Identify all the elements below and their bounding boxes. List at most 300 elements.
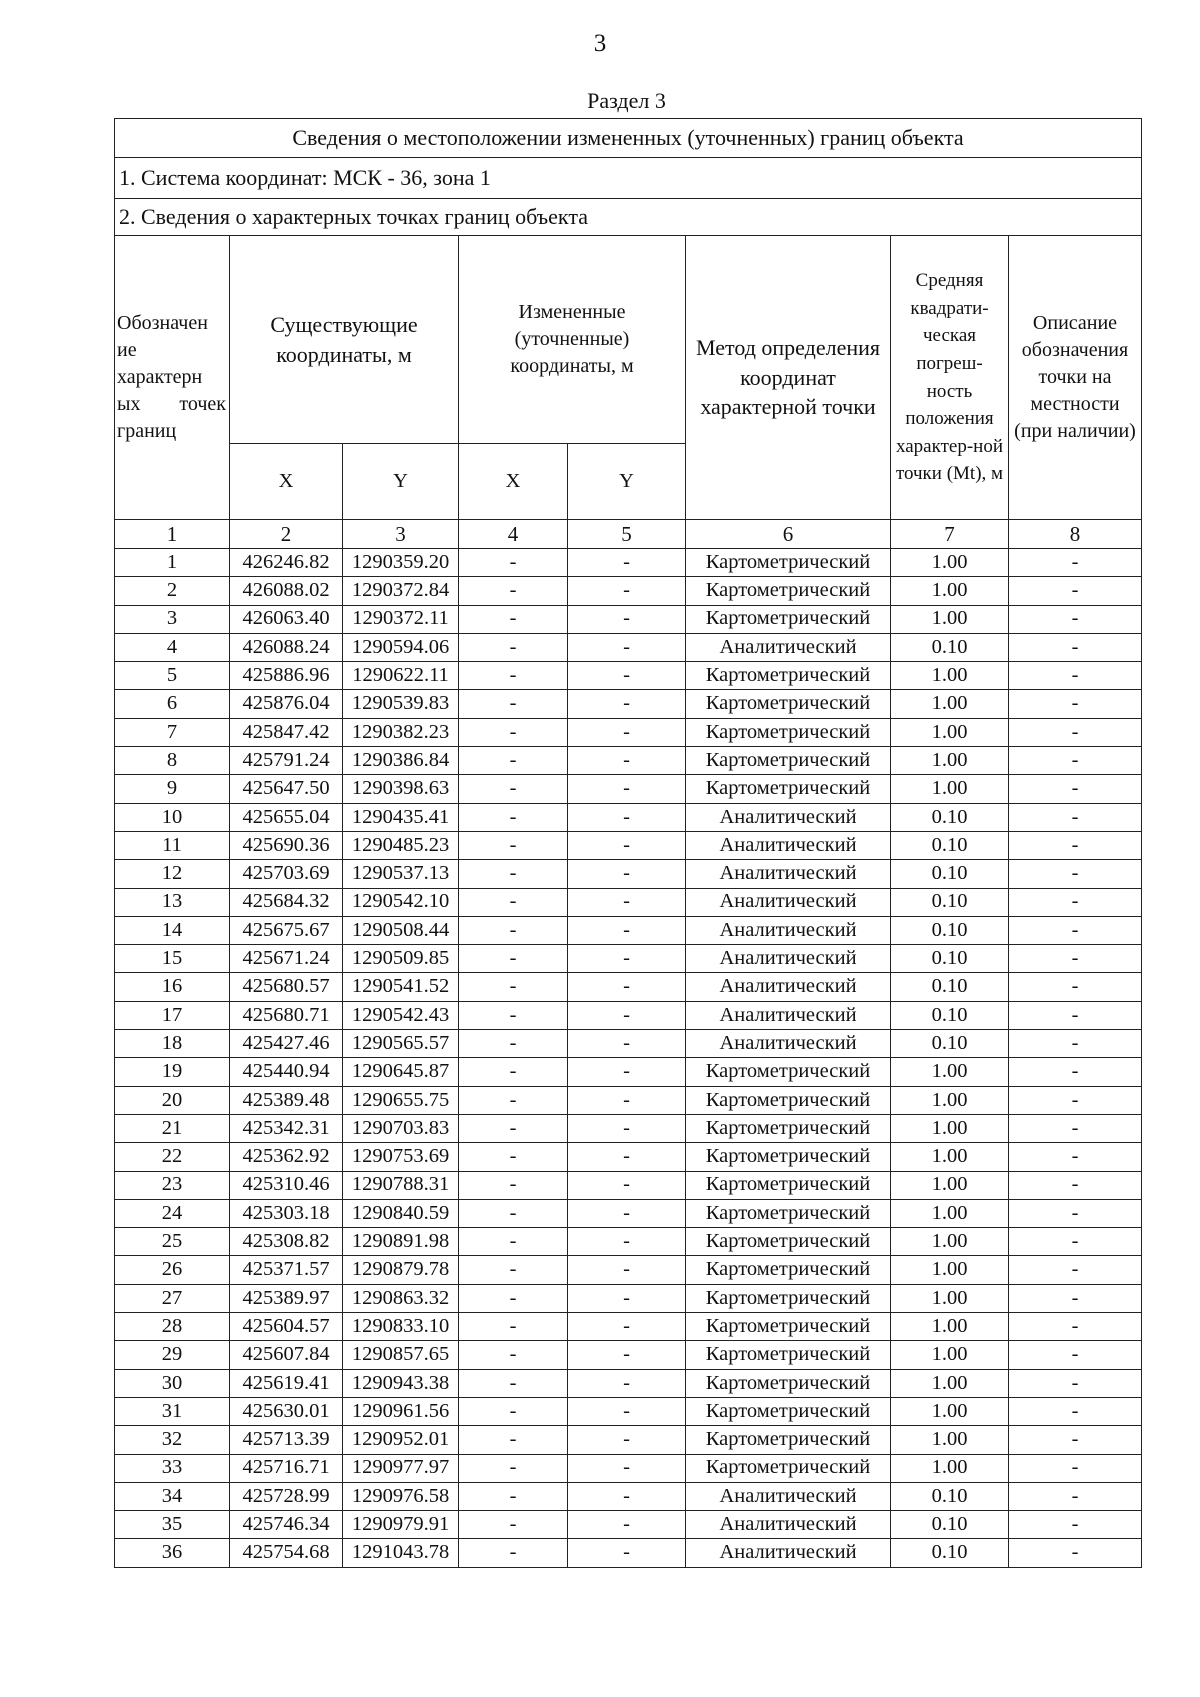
- changed-y: -: [568, 1030, 686, 1058]
- point-number: 17: [115, 1001, 230, 1029]
- description: -: [1009, 549, 1142, 577]
- mean-square-error: 0.10: [891, 1030, 1009, 1058]
- description: -: [1009, 860, 1142, 888]
- method: Аналитический: [686, 831, 891, 859]
- description: -: [1009, 1171, 1142, 1199]
- column-number: 2: [230, 520, 343, 549]
- existing-y: 1290891.98: [343, 1228, 459, 1256]
- point-number: 35: [115, 1511, 230, 1539]
- table-row: [115, 1284, 1142, 1312]
- method: Картометрический: [686, 747, 891, 775]
- method: Аналитический: [686, 888, 891, 916]
- header-changed-coordinates: Измененные (уточненные) координаты, м: [459, 236, 686, 444]
- existing-x: 425342.31: [230, 1114, 343, 1142]
- changed-x: -: [459, 549, 568, 577]
- changed-y: -: [568, 973, 686, 1001]
- description: -: [1009, 1539, 1142, 1567]
- table-row: [115, 1199, 1142, 1227]
- existing-x: 425389.97: [230, 1284, 343, 1312]
- header-point-line: границ: [117, 420, 177, 442]
- point-number: 16: [115, 973, 230, 1001]
- header-existing-coordinates: Существующие координаты, м: [230, 236, 459, 444]
- changed-y: -: [568, 916, 686, 944]
- changed-y: -: [568, 1313, 686, 1341]
- mean-square-error: 1.00: [891, 775, 1009, 803]
- existing-x: 425647.50: [230, 775, 343, 803]
- mean-square-error: 1.00: [891, 1341, 1009, 1369]
- point-number: 7: [115, 718, 230, 746]
- description: -: [1009, 803, 1142, 831]
- method: Аналитический: [686, 1030, 891, 1058]
- boundary-points-table: [114, 118, 1142, 1568]
- existing-y: 1290979.91: [343, 1511, 459, 1539]
- existing-x: 426246.82: [230, 549, 343, 577]
- changed-y: -: [568, 1454, 686, 1482]
- table-row: [115, 775, 1142, 803]
- mean-square-error: 1.00: [891, 1143, 1009, 1171]
- point-number: 29: [115, 1341, 230, 1369]
- method: Аналитический: [686, 803, 891, 831]
- header-existing-x: X: [230, 444, 343, 520]
- description: -: [1009, 1397, 1142, 1425]
- changed-x: -: [459, 1284, 568, 1312]
- existing-y: 1290976.58: [343, 1482, 459, 1510]
- description: -: [1009, 831, 1142, 859]
- table-row: [115, 1030, 1142, 1058]
- table-row: [115, 945, 1142, 973]
- point-number: 33: [115, 1454, 230, 1482]
- table-row: [115, 662, 1142, 690]
- description: -: [1009, 888, 1142, 916]
- table-row: [115, 1369, 1142, 1397]
- mean-square-error: 1.00: [891, 1284, 1009, 1312]
- existing-y: 1290833.10: [343, 1313, 459, 1341]
- existing-x: 425690.36: [230, 831, 343, 859]
- header-point-word: точек: [179, 393, 226, 415]
- column-number: 3: [343, 520, 459, 549]
- point-number: 3: [115, 605, 230, 633]
- table-row: [115, 1086, 1142, 1114]
- method: Картометрический: [686, 1313, 891, 1341]
- method: Аналитический: [686, 945, 891, 973]
- table-row: [115, 1114, 1142, 1142]
- table-row: [115, 1454, 1142, 1482]
- changed-y: -: [568, 718, 686, 746]
- existing-y: 1290840.59: [343, 1199, 459, 1227]
- changed-y: -: [568, 831, 686, 859]
- existing-y: 1290508.44: [343, 916, 459, 944]
- description: -: [1009, 973, 1142, 1001]
- table-row: [115, 718, 1142, 746]
- header-point-line-justified: [117, 391, 229, 418]
- header-point-line: ие: [117, 339, 137, 361]
- point-number: 14: [115, 916, 230, 944]
- changed-y: -: [568, 1058, 686, 1086]
- changed-x: -: [459, 1228, 568, 1256]
- header-point-designation: [115, 236, 230, 520]
- changed-x: -: [459, 1539, 568, 1567]
- header-existing-y: Y: [343, 444, 459, 520]
- existing-x: 425371.57: [230, 1256, 343, 1284]
- mean-square-error: 1.00: [891, 549, 1009, 577]
- mean-square-error: 1.00: [891, 1171, 1009, 1199]
- existing-y: 1290863.32: [343, 1284, 459, 1312]
- method: Картометрический: [686, 549, 891, 577]
- header-changed-y: Y: [568, 444, 686, 520]
- table-row: [115, 633, 1142, 661]
- existing-y: 1290645.87: [343, 1058, 459, 1086]
- page-number: 3: [593, 30, 607, 57]
- point-number: 12: [115, 860, 230, 888]
- existing-y: 1291043.78: [343, 1539, 459, 1567]
- changed-y: -: [568, 803, 686, 831]
- changed-x: -: [459, 605, 568, 633]
- method: Картометрический: [686, 1341, 891, 1369]
- changed-y: -: [568, 1171, 686, 1199]
- coordinate-system: 1. Система координат: МСК - 36, зона 1: [115, 158, 1142, 199]
- column-number: 7: [891, 520, 1009, 549]
- header-changed-x: X: [459, 444, 568, 520]
- existing-x: 425754.68: [230, 1539, 343, 1567]
- existing-x: 425684.32: [230, 888, 343, 916]
- changed-x: -: [459, 1256, 568, 1284]
- table-row: [115, 549, 1142, 577]
- changed-y: -: [568, 1086, 686, 1114]
- table-row: [115, 1539, 1142, 1567]
- existing-y: 1290703.83: [343, 1114, 459, 1142]
- method: Картометрический: [686, 1256, 891, 1284]
- method: Картометрический: [686, 690, 891, 718]
- changed-x: -: [459, 662, 568, 690]
- method: Картометрический: [686, 1454, 891, 1482]
- method: Картометрический: [686, 1199, 891, 1227]
- changed-x: -: [459, 577, 568, 605]
- changed-x: -: [459, 945, 568, 973]
- existing-x: 425680.71: [230, 1001, 343, 1029]
- point-number: 28: [115, 1313, 230, 1341]
- point-number: 20: [115, 1086, 230, 1114]
- existing-y: 1290961.56: [343, 1397, 459, 1425]
- mean-square-error: 1.00: [891, 605, 1009, 633]
- point-number: 21: [115, 1114, 230, 1142]
- changed-x: -: [459, 1199, 568, 1227]
- changed-y: -: [568, 1228, 686, 1256]
- existing-y: 1290594.06: [343, 633, 459, 661]
- changed-x: -: [459, 1397, 568, 1425]
- existing-y: 1290788.31: [343, 1171, 459, 1199]
- method: Картометрический: [686, 1426, 891, 1454]
- changed-x: -: [459, 718, 568, 746]
- changed-y: -: [568, 747, 686, 775]
- changed-x: -: [459, 831, 568, 859]
- table-row: [115, 1482, 1142, 1510]
- changed-x: -: [459, 803, 568, 831]
- point-number: 23: [115, 1171, 230, 1199]
- changed-x: -: [459, 916, 568, 944]
- existing-x: 425630.01: [230, 1397, 343, 1425]
- table-row: [115, 690, 1142, 718]
- table-row: [115, 1143, 1142, 1171]
- table-row: [115, 1341, 1142, 1369]
- description: -: [1009, 1001, 1142, 1029]
- method: Аналитический: [686, 973, 891, 1001]
- changed-y: -: [568, 1397, 686, 1425]
- existing-x: 425308.82: [230, 1228, 343, 1256]
- changed-y: -: [568, 1256, 686, 1284]
- method: Картометрический: [686, 1086, 891, 1114]
- changed-y: -: [568, 662, 686, 690]
- table-row: [115, 1426, 1142, 1454]
- table-row: [115, 860, 1142, 888]
- mean-square-error: 0.10: [891, 1539, 1009, 1567]
- existing-y: 1290539.83: [343, 690, 459, 718]
- changed-x: -: [459, 1482, 568, 1510]
- existing-y: 1290382.23: [343, 718, 459, 746]
- point-number: 31: [115, 1397, 230, 1425]
- changed-y: -: [568, 1482, 686, 1510]
- existing-y: 1290542.43: [343, 1001, 459, 1029]
- table-row: [115, 605, 1142, 633]
- point-number: 15: [115, 945, 230, 973]
- mean-square-error: 0.10: [891, 633, 1009, 661]
- table-row: [115, 1058, 1142, 1086]
- column-number: 1: [115, 520, 230, 549]
- existing-x: 425713.39: [230, 1426, 343, 1454]
- method: Картометрический: [686, 605, 891, 633]
- point-number: 32: [115, 1426, 230, 1454]
- changed-x: -: [459, 1030, 568, 1058]
- table-row: [115, 1171, 1142, 1199]
- mean-square-error: 0.10: [891, 1482, 1009, 1510]
- existing-x: 426088.24: [230, 633, 343, 661]
- mean-square-error: 0.10: [891, 888, 1009, 916]
- existing-x: 425886.96: [230, 662, 343, 690]
- method: Картометрический: [686, 1058, 891, 1086]
- existing-x: 425876.04: [230, 690, 343, 718]
- changed-y: -: [568, 605, 686, 633]
- mean-square-error: 1.00: [891, 1199, 1009, 1227]
- point-number: 1: [115, 549, 230, 577]
- description: -: [1009, 1511, 1142, 1539]
- changed-x: -: [459, 973, 568, 1001]
- changed-y: -: [568, 690, 686, 718]
- table-row: [115, 1256, 1142, 1284]
- existing-x: 425427.46: [230, 1030, 343, 1058]
- mean-square-error: 0.10: [891, 1001, 1009, 1029]
- changed-x: -: [459, 1086, 568, 1114]
- changed-y: -: [568, 1426, 686, 1454]
- changed-y: -: [568, 860, 686, 888]
- point-number: 26: [115, 1256, 230, 1284]
- table-row: [115, 803, 1142, 831]
- mean-square-error: 1.00: [891, 690, 1009, 718]
- column-number: 4: [459, 520, 568, 549]
- mean-square-error: 1.00: [891, 1313, 1009, 1341]
- method: Аналитический: [686, 860, 891, 888]
- existing-y: 1290398.63: [343, 775, 459, 803]
- column-numbers-row: [115, 520, 1142, 549]
- existing-x: 425746.34: [230, 1511, 343, 1539]
- changed-y: -: [568, 549, 686, 577]
- point-number: 10: [115, 803, 230, 831]
- existing-x: 425716.71: [230, 1454, 343, 1482]
- changed-y: -: [568, 577, 686, 605]
- existing-y: 1290655.75: [343, 1086, 459, 1114]
- description: -: [1009, 1058, 1142, 1086]
- method: Картометрический: [686, 1171, 891, 1199]
- changed-x: -: [459, 860, 568, 888]
- mean-square-error: 1.00: [891, 1426, 1009, 1454]
- mean-square-error: 1.00: [891, 718, 1009, 746]
- point-number: 34: [115, 1482, 230, 1510]
- point-number: 18: [115, 1030, 230, 1058]
- method: Аналитический: [686, 1511, 891, 1539]
- column-number: 8: [1009, 520, 1142, 549]
- existing-y: 1290372.84: [343, 577, 459, 605]
- changed-x: -: [459, 1058, 568, 1086]
- description: -: [1009, 1313, 1142, 1341]
- changed-x: -: [459, 1369, 568, 1397]
- existing-y: 1290372.11: [343, 605, 459, 633]
- description: -: [1009, 916, 1142, 944]
- point-number: 11: [115, 831, 230, 859]
- changed-y: -: [568, 1511, 686, 1539]
- existing-y: 1290542.10: [343, 888, 459, 916]
- table-row: [115, 1313, 1142, 1341]
- description: -: [1009, 1454, 1142, 1482]
- mean-square-error: 1.00: [891, 747, 1009, 775]
- existing-y: 1290541.52: [343, 973, 459, 1001]
- changed-y: -: [568, 945, 686, 973]
- changed-y: -: [568, 1284, 686, 1312]
- mean-square-error: 1.00: [891, 1397, 1009, 1425]
- changed-y: -: [568, 1369, 686, 1397]
- table-title: Сведения о местоположении измененных (уточненных) границ объекта: [115, 119, 1142, 158]
- changed-y: -: [568, 1539, 686, 1567]
- method: Картометрический: [686, 718, 891, 746]
- description: -: [1009, 1341, 1142, 1369]
- existing-x: 425703.69: [230, 860, 343, 888]
- description: -: [1009, 1228, 1142, 1256]
- existing-y: 1290952.01: [343, 1426, 459, 1454]
- changed-x: -: [459, 1341, 568, 1369]
- method: Аналитический: [686, 916, 891, 944]
- existing-y: 1290565.57: [343, 1030, 459, 1058]
- changed-y: -: [568, 1114, 686, 1142]
- existing-x: 425791.24: [230, 747, 343, 775]
- column-number: 6: [686, 520, 891, 549]
- changed-x: -: [459, 1171, 568, 1199]
- method: Картометрический: [686, 662, 891, 690]
- point-number: 24: [115, 1199, 230, 1227]
- method: Картометрический: [686, 1284, 891, 1312]
- mean-square-error: 1.00: [891, 1454, 1009, 1482]
- description: -: [1009, 605, 1142, 633]
- description: -: [1009, 1143, 1142, 1171]
- point-number: 4: [115, 633, 230, 661]
- table-row: [115, 747, 1142, 775]
- header-point-line: характерн: [117, 366, 203, 388]
- existing-y: 1290435.41: [343, 803, 459, 831]
- point-number: 9: [115, 775, 230, 803]
- header-point-word: ых: [117, 393, 141, 415]
- description: -: [1009, 1284, 1142, 1312]
- changed-y: -: [568, 1199, 686, 1227]
- description: -: [1009, 718, 1142, 746]
- description: -: [1009, 1256, 1142, 1284]
- description: -: [1009, 633, 1142, 661]
- changed-y: -: [568, 1001, 686, 1029]
- changed-y: -: [568, 633, 686, 661]
- method: Аналитический: [686, 1539, 891, 1567]
- mean-square-error: 1.00: [891, 1228, 1009, 1256]
- description: -: [1009, 577, 1142, 605]
- mean-square-error: 1.00: [891, 1086, 1009, 1114]
- changed-y: -: [568, 1143, 686, 1171]
- existing-y: 1290753.69: [343, 1143, 459, 1171]
- existing-x: 425655.04: [230, 803, 343, 831]
- point-number: 13: [115, 888, 230, 916]
- existing-x: 425607.84: [230, 1341, 343, 1369]
- header-mean-square-error: Средняя квадрати-ческая погреш-ность положения характер-ной точки (Mt), м: [891, 236, 1009, 520]
- mean-square-error: 1.00: [891, 577, 1009, 605]
- table-row: [115, 888, 1142, 916]
- method: Аналитический: [686, 633, 891, 661]
- existing-x: 426063.40: [230, 605, 343, 633]
- mean-square-error: 1.00: [891, 1114, 1009, 1142]
- header-method: Метод определения координат характерной точки: [686, 236, 891, 520]
- existing-x: 425303.18: [230, 1199, 343, 1227]
- section-label: Раздел 3: [587, 88, 666, 113]
- table-row: [115, 577, 1142, 605]
- existing-x: 425440.94: [230, 1058, 343, 1086]
- method: Картометрический: [686, 1143, 891, 1171]
- table-row: [115, 1001, 1142, 1029]
- changed-x: -: [459, 1143, 568, 1171]
- changed-x: -: [459, 775, 568, 803]
- changed-x: -: [459, 747, 568, 775]
- point-number: 6: [115, 690, 230, 718]
- description: -: [1009, 1086, 1142, 1114]
- description: -: [1009, 690, 1142, 718]
- changed-x: -: [459, 690, 568, 718]
- existing-x: 425671.24: [230, 945, 343, 973]
- existing-x: 425310.46: [230, 1171, 343, 1199]
- point-number: 36: [115, 1539, 230, 1567]
- mean-square-error: 1.00: [891, 1369, 1009, 1397]
- method: Картометрический: [686, 1369, 891, 1397]
- mean-square-error: 0.10: [891, 973, 1009, 1001]
- existing-y: 1290977.97: [343, 1454, 459, 1482]
- description: -: [1009, 945, 1142, 973]
- existing-y: 1290359.20: [343, 549, 459, 577]
- existing-x: 425847.42: [230, 718, 343, 746]
- table-row: [115, 1228, 1142, 1256]
- existing-x: 426088.02: [230, 577, 343, 605]
- existing-y: 1290509.85: [343, 945, 459, 973]
- mean-square-error: 0.10: [891, 860, 1009, 888]
- point-number: 30: [115, 1369, 230, 1397]
- description: -: [1009, 775, 1142, 803]
- point-number: 19: [115, 1058, 230, 1086]
- description: -: [1009, 1482, 1142, 1510]
- table-row: [115, 831, 1142, 859]
- description: -: [1009, 747, 1142, 775]
- existing-y: 1290386.84: [343, 747, 459, 775]
- method: Картометрический: [686, 775, 891, 803]
- existing-x: 425728.99: [230, 1482, 343, 1510]
- existing-y: 1290622.11: [343, 662, 459, 690]
